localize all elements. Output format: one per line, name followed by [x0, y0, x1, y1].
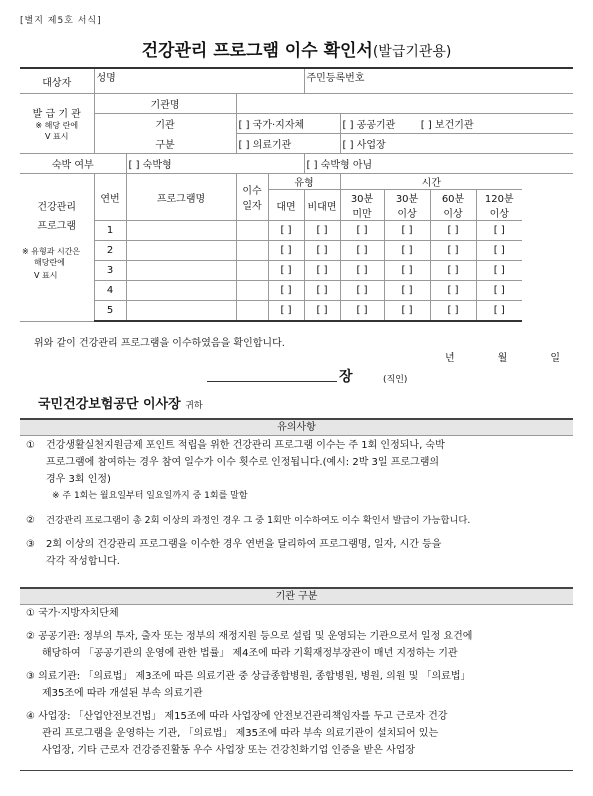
check-face[interactable]: [ ]	[268, 301, 304, 322]
check-face[interactable]: [ ]	[268, 221, 304, 241]
check-over-60[interactable]: [ ]	[430, 261, 476, 281]
col-days	[236, 174, 268, 221]
option-public[interactable]: [ ] 공공기관	[342, 120, 396, 131]
signature-jang: 장	[339, 369, 353, 385]
option-workplace[interactable]: [ ] 사업장	[340, 134, 573, 154]
check-under-30[interactable]: [ ]	[340, 301, 384, 322]
time-under-30-a: 30분	[350, 194, 374, 205]
program-date-field[interactable]	[236, 261, 268, 281]
date-line	[445, 349, 560, 364]
time-over-60-b: 이상	[443, 209, 463, 220]
confirmation-text: 위와 같이 건강관리 프로그램을 이수하였음을 확인합니다.	[34, 338, 285, 349]
note-3-line-1: 2회 이상의 건강관리 프로그램을 이수한 경우 연번을 달리하여 프로그램명, 일자, 시간 등을	[46, 539, 442, 550]
program-date-field[interactable]	[236, 221, 268, 241]
col-program-name: 프로그램명	[126, 174, 236, 221]
inst-types-body	[26, 605, 559, 759]
check-face[interactable]: [ ]	[268, 241, 304, 261]
check-over-120[interactable]: [ ]	[476, 241, 522, 261]
time-over-120-b: 이상	[489, 209, 509, 220]
row-number: 1	[94, 221, 126, 241]
date-year: 년	[445, 353, 455, 364]
col-days-1: 이수	[242, 186, 262, 197]
institution-category-label-1: 기관	[94, 114, 236, 134]
page-title	[0, 36, 593, 61]
subject-label: 대상자	[20, 68, 94, 94]
program-name-field[interactable]	[126, 221, 236, 241]
recipient-suffix: 귀하	[185, 401, 203, 411]
program-name-field[interactable]	[126, 261, 236, 281]
note-2	[26, 512, 559, 529]
institution-note-2: V 표시	[45, 132, 69, 141]
time-under-30-b: 미만	[352, 209, 372, 220]
note-1-line-2: 프로그램에 참여하는 경우 참여 일수가 이수 횟수로 인정됩니다.(예시: 2박 3일 프로그램의	[46, 457, 440, 468]
option-medical[interactable]: [ ] 의료기관	[236, 134, 340, 154]
resident-id-label: 주민등록번호	[306, 73, 365, 84]
program-name-field[interactable]	[126, 281, 236, 301]
check-nonface[interactable]: [ ]	[304, 281, 340, 301]
notes-title: 유의사항	[20, 418, 573, 436]
program-date-field[interactable]	[236, 241, 268, 261]
program-note-1: ※ 유형과 시간은	[22, 247, 81, 256]
check-under-30[interactable]: [ ]	[340, 241, 384, 261]
check-over-60[interactable]: [ ]	[430, 281, 476, 301]
inst-type-4-line-2: 관리 프로그램을 운영하는 기관, 「의료법」 제35조에 따라 부속 의료기관이 설치되어 있는	[42, 728, 439, 739]
table-row	[20, 241, 573, 261]
check-nonface[interactable]: [ ]	[304, 221, 340, 241]
inst-type-3-line-1: ③ 의료기관: 「의료법」 제3조에 따른 의료기관 중 상급종합병원, 종합병원, 병원, 의원 및 「의료법」	[26, 671, 471, 682]
program-label-2: 프로그램	[37, 221, 77, 232]
program-date-field[interactable]	[236, 301, 268, 322]
col-no: 연번	[94, 174, 126, 221]
bottom-divider	[20, 770, 573, 771]
program-name-field[interactable]	[126, 241, 236, 261]
name-field[interactable]	[94, 68, 304, 94]
check-face[interactable]: [ ]	[268, 261, 304, 281]
institution-name-field[interactable]	[236, 94, 573, 114]
check-under-30[interactable]: [ ]	[340, 281, 384, 301]
check-nonface[interactable]: [ ]	[304, 241, 340, 261]
institution-note-1: ※ 해당 란에	[35, 121, 79, 130]
time-over-30	[384, 190, 430, 221]
institution-label-cell	[20, 94, 94, 154]
name-label: 성명	[96, 73, 116, 84]
inst-type-1: ① 국가·지방자치단체	[26, 608, 119, 619]
check-over-120[interactable]: [ ]	[476, 261, 522, 281]
certificate-form-table	[20, 67, 573, 322]
resident-id-field[interactable]	[304, 68, 573, 94]
institution-name-label: 기관명	[94, 94, 236, 114]
check-over-30[interactable]: [ ]	[384, 261, 430, 281]
inst-type-4-line-1: ④ 사업장: 「산업안전보건법」 제15조에 따라 사업장에 안전보건관리책임자를 두고 근로자 건강	[26, 711, 448, 722]
recipient-name: 국민건강보험공단 이사장	[38, 397, 181, 412]
program-label-1: 건강관리	[37, 202, 77, 213]
signature-line[interactable]	[207, 381, 337, 382]
inst-type-4-line-3: 사업장, 기타 근로자 건강증진활동 우수 사업장 또는 건강친화기업 인증을 받은 사업장	[42, 745, 416, 756]
check-over-30[interactable]: [ ]	[384, 301, 430, 322]
check-over-60[interactable]: [ ]	[430, 221, 476, 241]
official-seal-label: (직인)	[383, 375, 408, 385]
check-over-30[interactable]: [ ]	[384, 281, 430, 301]
note-2-line-1: 건강관리 프로그램이 총 2회 이상의 과정인 경우 그 중 1회만 이수하여도 이수 확인서 발급이 가능합니다.	[46, 515, 471, 526]
stay-label: 숙박 여부	[20, 154, 126, 174]
time-under-30	[340, 190, 384, 221]
type-face: 대면	[268, 190, 304, 221]
note-3-line-2: 각각 작성합니다.	[46, 556, 120, 567]
date-month: 월	[497, 353, 508, 364]
check-over-30[interactable]: [ ]	[384, 221, 430, 241]
table-row	[20, 301, 573, 322]
option-public-health	[340, 114, 573, 134]
check-over-120[interactable]: [ ]	[476, 221, 522, 241]
check-face[interactable]: [ ]	[268, 281, 304, 301]
time-over-120	[476, 190, 522, 221]
form-number: [별지 제5호 서식]	[20, 16, 102, 26]
note-3	[26, 536, 559, 553]
row-number: 2	[94, 241, 126, 261]
table-row	[20, 261, 573, 281]
row-number: 3	[94, 261, 126, 281]
option-no-stay[interactable]: [ ] 숙박형 아님	[304, 154, 573, 174]
inst-type-3-line-2: 제35조에 따라 개설된 부속 의료기관	[42, 688, 203, 699]
time-over-30-b: 이상	[397, 209, 417, 220]
inst-type-2-line-1: ② 공공기관: 정부의 투자, 출자 또는 정부의 재정지원 등으로 설립 및 운영되는 기관으로서 일정 요건에	[26, 631, 473, 642]
title-main: 건강관리 프로그램 이수 확인서	[141, 41, 373, 61]
notes-body	[26, 437, 559, 570]
col-type: 유형	[268, 174, 340, 190]
check-under-30[interactable]: [ ]	[340, 221, 384, 241]
program-note-2: 해당란에	[34, 258, 65, 267]
inst-type-2-line-2: 해당하여 「공공기관의 운영에 관한 법률」 제4조에 따라 기획재정부장관이 매년 지정하는 기관	[42, 648, 458, 659]
program-note-3: V 표시	[34, 271, 58, 280]
institution-label: 발 급 기 관	[32, 109, 81, 120]
note-1	[26, 437, 559, 454]
option-health-center[interactable]: [ ] 보건기관	[420, 120, 474, 131]
check-over-120[interactable]: [ ]	[476, 281, 522, 301]
time-over-30-a: 30분	[395, 194, 419, 205]
note-3-num: ③	[26, 539, 35, 550]
check-over-120[interactable]: [ ]	[476, 301, 522, 322]
title-sub: (발급기관용)	[372, 44, 452, 60]
table-row	[20, 281, 573, 301]
option-stay[interactable]: [ ] 숙박형	[126, 154, 304, 174]
institution-category-label-2: 구분	[94, 134, 236, 154]
note-1-line-1: 건강생활실천지원금제 포인트 적립을 위한 건강관리 프로그램 이수는 주 1회 인정되나, 숙박	[46, 440, 445, 451]
inst-types-title: 기관 구분	[20, 587, 573, 605]
col-time: 시간	[340, 174, 522, 190]
recipient	[38, 393, 203, 412]
date-day: 일	[550, 353, 560, 364]
note-1-line-4: ※ 주 1회는 월요일부터 일요일까지 중 1회를 말함	[52, 491, 248, 501]
check-over-30[interactable]: [ ]	[384, 241, 430, 261]
check-over-60[interactable]: [ ]	[430, 301, 476, 322]
type-nonface: 비대면	[304, 190, 340, 221]
row-number: 5	[94, 301, 126, 322]
option-national[interactable]: [ ] 국가·지자체	[236, 114, 340, 134]
program-name-field[interactable]	[126, 301, 236, 322]
time-over-60-a: 60분	[441, 194, 465, 205]
check-under-30[interactable]: [ ]	[340, 261, 384, 281]
check-over-60[interactable]: [ ]	[430, 241, 476, 261]
time-over-60	[430, 190, 476, 221]
table-row	[20, 221, 573, 241]
program-label-cell	[20, 174, 94, 322]
col-days-2: 일자	[242, 201, 262, 212]
program-date-field[interactable]	[236, 281, 268, 301]
note-1-line-3: 경우 3회 인정)	[46, 474, 111, 485]
note-2-num: ②	[26, 515, 35, 526]
time-over-120-a: 120분	[484, 194, 514, 205]
check-nonface[interactable]: [ ]	[304, 261, 340, 281]
check-nonface[interactable]: [ ]	[304, 301, 340, 322]
note-1-num: ①	[26, 440, 35, 451]
row-number: 4	[94, 281, 126, 301]
